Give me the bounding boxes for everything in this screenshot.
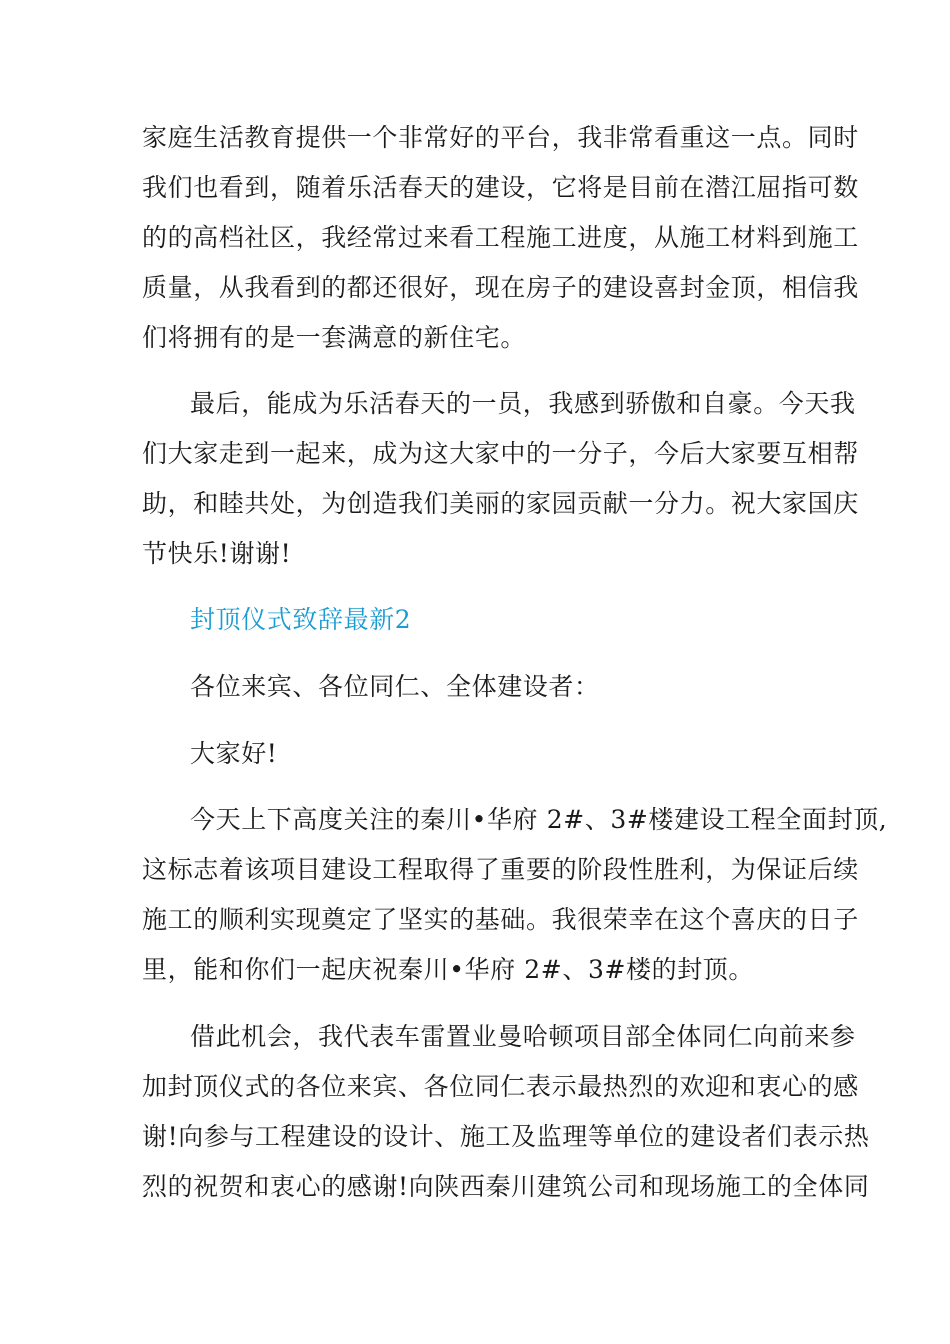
paragraph-line: 谢!向参与工程建设的设计、施工及监理等单位的建设者们表示热 [142, 1122, 870, 1151]
section-heading: 封顶仪式致辞最新2 [190, 605, 412, 634]
paragraph-line: 的的高档社区，我经常过来看工程施工进度，从施工材料到施工 [142, 223, 859, 252]
paragraph-line: 家庭生活教育提供一个非常好的平台，我非常看重这一点。同时 [142, 123, 859, 152]
greeting: 大家好! [190, 739, 278, 768]
paragraph-line: 加封顶仪式的各位来宾、各位同仁表示最热烈的欢迎和衷心的感 [142, 1072, 859, 1101]
paragraph-line: 助，和睦共处，为创造我们美丽的家园贡献一分力。祝大家国庆 [142, 489, 859, 518]
paragraph-line: 这标志着该项目建设工程取得了重要的阶段性胜利，为保证后续 [142, 855, 859, 884]
salutation: 各位来宾、各位同仁、全体建设者： [190, 672, 600, 701]
paragraph-line: 我们也看到，随着乐活春天的建设，它将是目前在潜江屈指可数 [142, 173, 859, 202]
paragraph-line: 里，能和你们一起庆祝秦川•华府 2#、3#楼的封顶。 [142, 955, 755, 984]
paragraph-line: 质量，从我看到的都还很好，现在房子的建设喜封金顶，相信我 [142, 273, 859, 302]
paragraph-line: 们将拥有的是一套满意的新住宅。 [142, 323, 527, 352]
paragraph-line: 施工的顺利实现奠定了坚实的基础。我很荣幸在这个喜庆的日子 [142, 905, 859, 934]
paragraph-line: 借此机会，我代表车雷置业曼哈顿项目部全体同仁向前来参 [190, 1022, 856, 1051]
paragraph-line: 最后，能成为乐活春天的一员，我感到骄傲和自豪。今天我 [190, 389, 856, 418]
paragraph-line: 今天上下高度关注的秦川•华府 2#、3#楼建设工程全面封顶, [190, 805, 888, 834]
paragraph-line: 们大家走到一起来，成为这大家中的一分子，今后大家要互相帮 [142, 439, 859, 468]
paragraph-line: 烈的祝贺和衷心的感谢!向陕西秦川建筑公司和现场施工的全体同 [142, 1172, 870, 1201]
paragraph-line: 节快乐!谢谢! [142, 539, 292, 568]
